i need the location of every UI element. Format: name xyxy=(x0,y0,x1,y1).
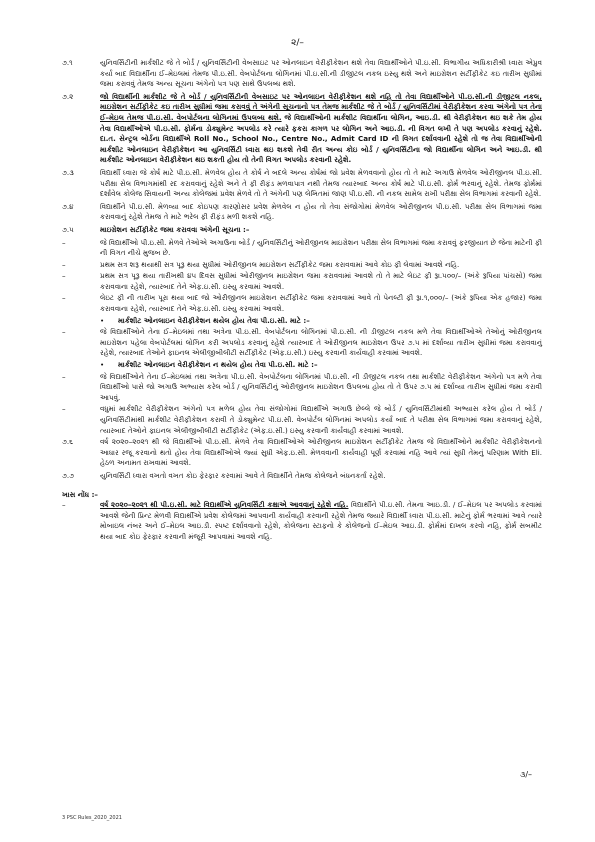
item-7-2 xyxy=(62,92,542,166)
dash-text: વધુમાં માર્કશીટ વેરીફીકેશન અંગેનો પત્ર મળેલ હોય તેવા સંજોગોમાં વિદ્યાર્થીએ અગાઉ છેલ્લે જે બોર્ડ / યુનિવર્સિટીમાંથી અભ્યાસ કરેલ હોય તે બોર્ડ / યુનિવર્સિટીમાંથી માર્કશીટ વેરીફીકેશન કરાવી તે ડોક્યુમેન્ટ પી.ઇ.સી. વેબપોર્ટલ લોગિનમાં અપલોડ કર્યા બાદ તે પરીક્ષા સેલ વિભાગમાં જમા કરાવવાનું રહેશે, ત્યારબાદ તેઓને ફાઇનલ એલીજીબીલીટી સર્ટીફીકેટ (એફ.ઇ.સી.) ઇસ્યુ કરવાની કાર્યવાહી કરવામાં આવશે. xyxy=(100,404,542,435)
item-7-3 xyxy=(62,168,542,200)
dash-marker: – xyxy=(62,371,66,381)
bullet-heading xyxy=(62,316,542,327)
item-text: યુનિવર્સિટીની માર્કશીટ જે તે બોર્ડ / યુનિવર્સિટીની વેબસાઇટ પર ઓનલાઇન વેરીફીકેશન થશે તેવા વિદ્યાર્થીઓને પી.ઇ.સી. વિભાગીય અધિકારીશ્રી ધ્વારા એપ્રુવ કર્યા બાદ વિદ્યાર્થીના ઈ–મેઇલમાં તેમજ પી.ઇ.સી. વેબપોર્ટલના લોગિનમાં પી.ઇ.સી.ની ડીજીટલ નકલ ઇસ્યુ થશે અને માઇગ્રેશન સર્ટીફીકેટ કઇ તારીખ સુધીમાં જમા કરાવવું તેમજ અન્ય સૂચના અંગેનો પત્ર પણ સાથે ઉપલબ્ધ થશે. xyxy=(100,58,542,89)
bullet-text: માર્કશીટ ઓનલાઇન વેરીફીકેશન ન થયેલ હોય તેવા પી.ઇ.સી. માટે :– xyxy=(118,360,318,370)
item-text: વિદ્યાર્થીને પી.ઇ.સી. મેળવ્યા બાદ કોઇપણ કારણોસર પ્રવેશ મેળવેલ ન હોય તો તેવા સંજોગોમાં મેળવેલ ઓરીજીનલ પી.ઇ.સી. પરીક્ષા સેલ વિભાગમાં જમા કરાવવાનું રહેશે તેમજ તે માટે ભરેલ ફી રીફંડ મળી શકશે નહિ. xyxy=(100,201,542,222)
dash-item xyxy=(62,327,542,359)
item-bold: જે વિદ્યાર્થીઓની માર્કશીટ વિદ્યાર્થીના લોગિન, આઇ.ડી. થી વેરીફીકેશન થઇ શકે તેમ હોય તેવા વિદ્યાર્થીઓએ પી.ઇ.સી. ફોર્મના ડોક્યુમેન્ટ અપલોડ કરે ત્યારે ફકરા કાગળ પર લોગિન અને આઇ.ડી. ની વિગત લખી તે પણ અપલોડ કરવાનું રહેશે. દા.ત. સેન્ટ્રલ બોર્ડના વિદ્યાર્થીએ Roll No., School No., Centre No., Admit Card ID ની વિગત દર્શાવવાની રહેશે તો જ તેવા વિદ્યાર્થીઓની માર્કશીટ ઓનલાઇન વેરીફીકેશન આ યુનિવર્સિટી ધ્વારા થઇ શકશે તેવી રીત અન્ય કોઇ બોર્ડ / યુનિવર્સિટીના જો વિદ્યાર્થીના લોગિન અને આઇ.ડી. થી માર્કશીટ ઓનલાઇન વેરીફીકેશન થઇ શકતી હોય તો તેની વિગત અપલોડ કરવાની રહેશે. xyxy=(100,112,542,165)
dash-text: જે વિદ્યાર્થીઓને તેના ઈ–મેઇલમાં તથા અત્રેના પી.ઇ.સી. વેબપોર્ટલના લોગિનમાં પી.ઇ.સી. ની ડીજીટલ નકલ મળે તેવા વિદ્યાર્થીઓએ તેઓનું ઓરીજીનલ માઇગ્રેશન પહેલા વેબપોર્ટલમાં લોગિન કરી અપલોડ કરવાનું રહેશે ત્યારબાદ તે ઓરીજીનલ માઇગ્રેશન ઉપર ૭.૫ માં દર્શાવ્યા તારીખ સુધીમાં જમા કરાવવાનું રહેશે, ત્યારબાદ તેઓને ફાઇનલ એલીજીબીલીટી સર્ટીફીકેટ (એફ.ઇ.સી.) ઇસ્યુ કરવાની કાર્યવાહી કરવામાં આવશે. xyxy=(100,327,542,358)
item-7-7 xyxy=(62,471,542,482)
item-number: ૭.૩ xyxy=(62,167,74,177)
special-note xyxy=(62,500,542,542)
item-number: ૭.૬ xyxy=(62,437,74,447)
dash-text: જે વિદ્યાર્થીઓને તેના ઈ–મેઇલમાં તથા અત્રેના પી.ઇ.સી. વેબપોર્ટલના લોગિનમાં પી.ઇ.સી. ની ડીજીટલ નકલ તથા માર્કશીટ વેરીફીકેશન અંગેનો પત્ર મળે તેવા વિદ્યાર્થીઓ પાસે જો અગાઉ અભ્યાસ કરેલ બોર્ડ / યુનિવર્સિટીનું ઓરીજીનલ માઇગ્રેશન ઉપલબ્ધ હોય તો તે ઉપર ૭.૫ માં દર્શાવ્યા તારીખ સુધીમાં જમા કરાવી આપવું. xyxy=(100,371,542,402)
item-text: યુનિવર્સિટી ધ્વારા વખતો વખત કોઇ ફેરફાર કરવામાં આવે તે વિદ્યાર્થીને તેમજ કોલેજને બંધનકર્તા રહેશે. xyxy=(100,470,386,480)
item-7-1 xyxy=(62,58,542,90)
page-number: ૨/– xyxy=(291,38,304,48)
item-text-block xyxy=(100,92,542,166)
dash-marker: – xyxy=(62,259,66,269)
item-number: ૭.૭ xyxy=(62,470,75,480)
item-text: વર્ષ ૨૦૨૦–૨૦૨૧ થી જે વિદ્યાર્થીઓ પી.ઇ.સી. મેળવે તેવા વિદ્યાર્થીઓએ ઓરીજીનલ માઇગ્રેશન સર્ટીફીકેટ તેમજ જે વિદ્યાર્થીઓને માર્કશીટ વેરીફીકેશનનો આધાર રજૂ કરવાનો થતો હોય તેવા વિદ્યાર્થીઓએ જ્યાં સુધી એફ.ઇ.સી. મેળવવાની કાર્યવાહી પૂર્ણ કરવામાં નહિ આવે ત્યાં સુધી તેમનું પરિણામ With Eli. હેઠળ અનામત રાખવામાં આવશે. xyxy=(100,437,542,468)
item-number: ૭.૧ xyxy=(62,58,73,67)
item-7-4 xyxy=(62,202,542,223)
special-note-text xyxy=(100,500,542,542)
dash-marker: – xyxy=(62,237,66,247)
item-text: વિદ્યાર્થી ધ્વારા જે કોર્ષ માટે પી.ઇ.સી. મેળવેલ હોય તે કોર્ષ ને બદલે અન્ય કોર્ષમાં જો પ્રવેશ મેળવવાનો હોય તો તે માટે અગાઉ મેળવેલ ઓરીજીનલ પી.ઇ.સી. પરીક્ષા સેલ વિભાગમાંથી રદ કરાવવાનું રહેશે અને તે ફી રીફંડ મળવાપાત્ર નથી તેમજ ત્યારબાદ અન્ય કોર્ષ માટે પી.ઇ.સી. ફોર્મ ભરવાનું રહેશે. તેમજ ફોર્મમાં દર્શાવેલ કોલેજ સિવાયની અન્ય કોલેજમાં પ્રવેશ મેળવે તો તે અંગેની પણ લેખિતમાં જાણ પી.ઇ.સી. ની નકલ સામેલ રાખી પરીક્ષા સેલ વિભાગમાં કરવાની રહેશે. xyxy=(100,167,542,199)
bullet-icon: • xyxy=(100,315,105,325)
document-body xyxy=(62,58,542,544)
page-footer: 3 PSC Rules_2020_2021 xyxy=(62,815,122,821)
dash-marker: – xyxy=(62,500,66,510)
dash-marker: – xyxy=(62,404,66,414)
dash-text: પ્રથમ સત્ર પૂરૂ થયા તારીખથી ૪૫ દિવસ સુધીમાં ઓરીજીનલ માઇગ્રેશન જમા કરાવવામાં આવશે તો તે માટે લેઇટ ફી રૂા.૫૦૦/– (અંકે રૂપિયા પાંચસો) જમા કરાવવાના રહેશે, ત્યારબાદ તેને એફ.ઇ.સી. ઇસ્યુ કરવામાં આવશે. xyxy=(100,271,542,291)
dash-text: લેઇટ ફી ની તારીખ પૂરા થયા બાદ જો ઓરીજીનલ માઇગ્રેશન સર્ટીફીકેટ જમા કરાવવામાં આવે તો પેનલ્ટી ફી રૂા.૧,૦૦૦/– (અંકે રૂપિયા એક હજાર) જમા કરાવવાના રહેશે, ત્યારબાદ તેને એફ.ઇ.સી. ઇસ્યુ કરવામાં આવશે. xyxy=(100,293,542,314)
bullet-text: માર્કશીટ ઓનલાઇન વેરીફીકેશન થયેલ હોય તેવા પી.ઇ.સી. માટે :– xyxy=(118,315,310,325)
dash-item xyxy=(62,372,542,404)
special-note-bold: વર્ષ ૨૦૨૦–૨૦૨૧ થી પી.ઇ.સી. માટે વિદ્યાર્થીએ યુનિવર્સિટી કક્ષાએ આવવાનું રહેશે નહિ. xyxy=(100,500,349,510)
next-page-marker: ૩/– xyxy=(520,770,533,779)
dash-item xyxy=(62,271,542,292)
item-number: ૭.૪ xyxy=(62,201,74,211)
item-number: ૭.૨ xyxy=(62,91,74,101)
dash-text: જે વિદ્યાર્થીઓ પી.ઇ.સી. મેળવે તેઓએ અગાઉના બોર્ડ / યુનિવર્સિટીનું ઓરીજીનલ માઇગ્રેશન પરીક્ષા સેલ વિભાગમાં જમા કરાવવું ફરજીયાત છે જેના માટેની ફી ની વિગત નીચે મુજબ છે. xyxy=(100,237,542,258)
bullet-heading xyxy=(62,360,542,371)
item-bold-underlined: જો વિદ્યાર્થીની માર્કશીટ જે તે બોર્ડ / યુનિવર્સિટીની વેબસાઇટ પર ઓનલાઇન વેરીફીકેશન થશે નહિ તો તેવા વિદ્યાર્થીઓને પી.ઇ.સી.ની ડીજીટલ નકલ, માઇગ્રેશન સર્ટીફીકેટ કઇ તારીખ સુધીમાં જમા કરાવવું તે અંગેની સૂચનાનો પત્ર તેમજ માર્કશીટ જે તે બોર્ડ / યુનિવર્સિટીમાં વેરીફીકેશન કરવા અંગેનો પત્ર તેના ઈ–મેઇલ તેમજ પી.ઇ.સી. વેબપોર્ટલના લોગિનમાં ઉપલબ્ધ થશે. xyxy=(100,91,542,122)
dash-item xyxy=(62,238,542,259)
dash-marker: – xyxy=(62,327,66,337)
item-7-5 xyxy=(62,225,542,236)
special-note-body: વિદ્યાર્થીને પી.ઇ.સી. તેમના આઇ.ડી. / ઈ–મેઇલ પર અપલોડ કરવામાં આવશે જેની પ્રિન્ટ મેળવી વિદ્યાર્થીએ પ્રવેશ કોલેજમાં આપવાની કાર્યવાહી કરવાની રહેશે તેમજ જ્યારે વિદ્યાર્થી ધ્વારા પી.ઇ.સી. માટેનું ફોર્મ ભરવામાં આવે ત્યારે મોબાઇલ નંબર અને ઈ–મેઇલ આઇ.ડી. સ્પષ્ટ દર્શાવવાનો રહેશે, કોલેજના સ્ટાફનો કે કોલેજનો ઈ–મેઇલ આઇ.ડી. ફોર્મમાં દાખલ કરવો નહિ, ફોર્મ સબમીટ થયા બાદ કોઇ ફેરફાર કરવાની મંજૂરી આપવામાં આવશે નહિ. xyxy=(100,500,543,541)
dash-item xyxy=(62,293,542,314)
special-note-title: ખાસ નોંધ :– xyxy=(62,489,98,499)
dash-marker: – xyxy=(62,271,66,281)
dash-text: પ્રથમ સત્ર શરૂ થયાથી સત્ર પૂરૂ થયા સુધીમાં ઓરીજીનલ માઇગ્રેશન સર્ટીફીકેટ જમા કરાવવામાં આવે કોઇ ફી લેવામાં આવશે નહિ. xyxy=(100,259,460,269)
item-heading: માઇગ્રેશન સર્ટીફીકેટ જમા કરાવવા અંગેની સૂચના :– xyxy=(100,224,250,234)
dash-marker: – xyxy=(62,293,66,303)
dash-item xyxy=(62,260,542,271)
dash-item xyxy=(62,404,542,436)
item-7-6 xyxy=(62,437,542,469)
bullet-icon: • xyxy=(100,360,105,370)
item-number: ૭.૫ xyxy=(62,224,74,234)
